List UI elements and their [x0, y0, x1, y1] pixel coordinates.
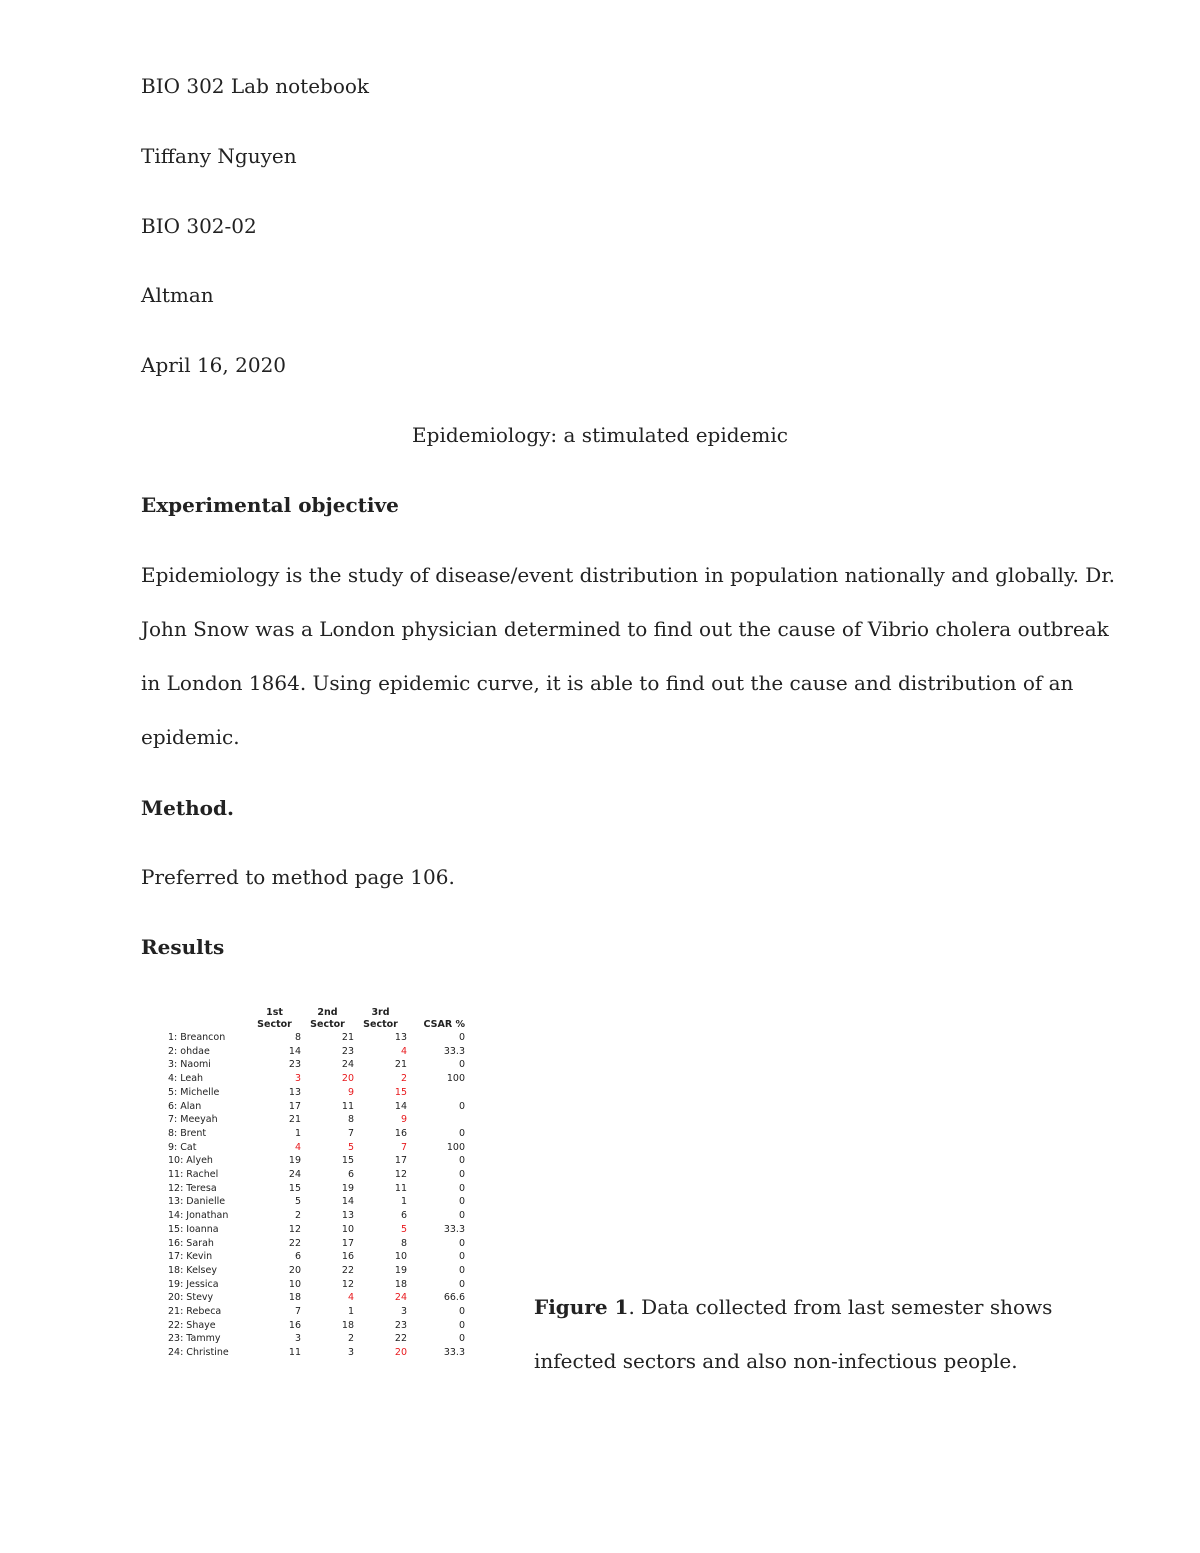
- header-name: [168, 1004, 248, 1031]
- cell-csar: 100: [446, 1141, 465, 1153]
- cell-sector-3: 15: [394, 1086, 407, 1098]
- cell-sector-3: 12: [394, 1169, 407, 1181]
- objective-line: epidemic.: [141, 725, 240, 749]
- row-name: 23: Tammy: [168, 1333, 221, 1345]
- table-row: [168, 1100, 465, 1114]
- header-sector-1-line1: 1st: [266, 1007, 283, 1018]
- cell-csar: 0: [458, 1237, 465, 1249]
- document-title: Epidemiology: a stimulated epidemic: [412, 423, 788, 447]
- cell-sector-2: 23: [341, 1045, 354, 1057]
- cell-sector-3: 14: [394, 1100, 407, 1112]
- cell-sector-2: 17: [341, 1237, 354, 1249]
- table-row: [168, 1237, 465, 1251]
- cell-sector-1: 24: [288, 1169, 301, 1181]
- cell-sector-1: 7: [294, 1306, 301, 1318]
- cell-sector-1: 1: [294, 1127, 301, 1139]
- cell-sector-3: 4: [400, 1045, 407, 1057]
- header-csar: CSAR %: [423, 1019, 465, 1030]
- cell-sector-1: 18: [288, 1292, 301, 1304]
- cell-sector-1: 20: [288, 1264, 301, 1276]
- header-sector-1-line2: Sector: [257, 1019, 292, 1030]
- header-date: April 16, 2020: [141, 353, 287, 377]
- cell-sector-3: 1: [400, 1196, 407, 1208]
- cell-csar: 0: [458, 1196, 465, 1208]
- cell-sector-1: 6: [294, 1251, 301, 1263]
- table-row: [168, 1168, 465, 1182]
- table-row: [168, 1223, 465, 1237]
- cell-sector-2: 5: [347, 1141, 354, 1153]
- cell-sector-3: 9: [400, 1114, 407, 1126]
- caption-line: infected sectors and also non-infectious people.: [534, 1349, 1018, 1373]
- table-row: [168, 1319, 465, 1333]
- method-text: Preferred to method page 106.: [141, 865, 455, 889]
- cell-sector-1: 14: [288, 1045, 301, 1057]
- cell-sector-3: 8: [400, 1237, 407, 1249]
- header-course: BIO 302 Lab notebook: [141, 74, 370, 98]
- cell-sector-2: 4: [347, 1292, 354, 1304]
- cell-sector-2: 7: [347, 1127, 354, 1139]
- cell-csar: 0: [458, 1100, 465, 1112]
- cell-sector-2: 6: [347, 1169, 354, 1181]
- table-row: [168, 1086, 465, 1100]
- cell-sector-2: 20: [341, 1073, 354, 1085]
- row-name: 12: Teresa: [168, 1182, 217, 1194]
- cell-sector-2: 1: [347, 1306, 354, 1318]
- cell-csar: 0: [458, 1306, 465, 1318]
- cell-sector-1: 8: [294, 1032, 301, 1043]
- row-name: 3: Naomi: [168, 1059, 211, 1071]
- cell-sector-2: 10: [341, 1223, 354, 1235]
- cell-csar: 0: [458, 1127, 465, 1139]
- cell-sector-2: 8: [347, 1114, 354, 1126]
- row-name: 9: Cat: [168, 1141, 197, 1153]
- table-row: [168, 1031, 465, 1045]
- cell-sector-2: 16: [341, 1251, 354, 1263]
- row-name: 10: Alyeh: [168, 1155, 213, 1167]
- cell-csar: 0: [458, 1264, 465, 1276]
- cell-sector-2: 15: [341, 1155, 354, 1167]
- row-name: 14: Jonathan: [168, 1210, 229, 1222]
- cell-sector-2: 19: [341, 1182, 354, 1194]
- cell-csar: [407, 1113, 465, 1127]
- cell-sector-2: 14: [341, 1196, 354, 1208]
- method-heading: Method.: [141, 796, 234, 820]
- cell-csar: 0: [458, 1182, 465, 1194]
- table-row: [168, 1182, 465, 1196]
- figure-caption: [534, 1280, 1054, 1388]
- header-instructor: Altman: [141, 283, 214, 307]
- caption-text: . Data collected from last semester shows: [628, 1295, 1053, 1319]
- cell-sector-1: 21: [288, 1114, 301, 1126]
- cell-csar: 0: [458, 1251, 465, 1263]
- objective-line: John Snow was a London physician determined to find out the cause of Vibrio cholera outbreak: [141, 617, 1109, 641]
- objective-line: Epidemiology is the study of disease/event distribution in population nationally and globally. Dr.: [141, 563, 1116, 587]
- cell-sector-1: 23: [288, 1059, 301, 1071]
- table-row: [168, 1045, 465, 1059]
- table-row: [168, 1195, 465, 1209]
- cell-sector-3: 17: [394, 1155, 407, 1167]
- cell-sector-3: 22: [394, 1333, 407, 1345]
- row-name: 4: Leah: [168, 1073, 204, 1085]
- row-name: 19: Jessica: [168, 1278, 219, 1290]
- cell-sector-3: 23: [394, 1319, 407, 1331]
- cell-sector-2: 2: [347, 1333, 354, 1345]
- table-row: [168, 1127, 465, 1141]
- table-row: [168, 1346, 465, 1360]
- cell-sector-3: 20: [394, 1347, 407, 1359]
- cell-sector-1: 12: [288, 1223, 301, 1235]
- cell-csar: 0: [458, 1032, 465, 1043]
- cell-sector-1: 16: [288, 1319, 301, 1331]
- row-name: 2: ohdae: [168, 1045, 210, 1057]
- cell-sector-1: 22: [288, 1237, 301, 1249]
- cell-sector-1: 13: [288, 1086, 301, 1098]
- row-name: 1: Breancon: [168, 1032, 226, 1043]
- row-name: 15: Ioanna: [168, 1223, 219, 1235]
- table-row: [168, 1278, 465, 1292]
- results-data-table: [168, 1004, 465, 1360]
- cell-sector-1: 3: [294, 1333, 301, 1345]
- cell-sector-2: 12: [341, 1278, 354, 1290]
- cell-sector-3: 10: [394, 1251, 407, 1263]
- cell-csar: 0: [458, 1059, 465, 1071]
- row-name: 11: Rachel: [168, 1169, 219, 1181]
- objective-line: in London 1864. Using epidemic curve, it is able to find out the cause and distribution of an: [141, 671, 1074, 695]
- cell-csar: 33.3: [443, 1045, 465, 1057]
- cell-csar: 33.3: [443, 1347, 465, 1359]
- cell-sector-2: 22: [341, 1264, 354, 1276]
- table-row: [168, 1264, 465, 1278]
- cell-csar: 0: [458, 1319, 465, 1331]
- header-sector-3: [354, 1004, 407, 1031]
- row-name: 22: Shaye: [168, 1319, 216, 1331]
- cell-sector-1: 11: [288, 1347, 301, 1359]
- cell-csar: 0: [458, 1210, 465, 1222]
- results-heading: Results: [141, 935, 225, 959]
- cell-sector-1: 4: [294, 1141, 301, 1153]
- row-name: 8: Brent: [168, 1127, 207, 1139]
- caption-label: Figure 1: [534, 1295, 629, 1319]
- cell-sector-3: 13: [394, 1032, 407, 1043]
- cell-sector-3: 18: [394, 1278, 407, 1290]
- header-sector-2-line1: 2nd: [317, 1007, 338, 1018]
- objective-heading: Experimental objective: [141, 493, 399, 517]
- cell-sector-2: 18: [341, 1319, 354, 1331]
- table-row: [168, 1332, 465, 1346]
- row-name: 24: Christine: [168, 1347, 229, 1359]
- table-row: [168, 1113, 465, 1127]
- cell-csar: 0: [458, 1278, 465, 1290]
- header-sector-1: [248, 1004, 301, 1031]
- cell-csar: 100: [446, 1073, 465, 1085]
- cell-sector-2: 9: [347, 1086, 354, 1098]
- table-row: [168, 1072, 465, 1086]
- header-sector-2-line2: Sector: [310, 1019, 345, 1030]
- header-section: BIO 302-02: [141, 214, 257, 238]
- table-row: [168, 1154, 465, 1168]
- cell-sector-2: 21: [341, 1032, 354, 1043]
- cell-csar: 0: [458, 1333, 465, 1345]
- row-name: 5: Michelle: [168, 1086, 220, 1098]
- table-row: [168, 1305, 465, 1319]
- header-student: Tiffany Nguyen: [141, 144, 297, 168]
- cell-sector-1: 15: [288, 1182, 301, 1194]
- caption-line: [534, 1280, 1054, 1334]
- row-name: 21: Rebeca: [168, 1306, 222, 1318]
- table-row: [168, 1250, 465, 1264]
- cell-sector-2: 13: [341, 1210, 354, 1222]
- cell-sector-1: 19: [288, 1155, 301, 1167]
- row-name: 20: Stevy: [168, 1292, 214, 1304]
- header-sector-3-line2: Sector: [363, 1019, 398, 1030]
- row-name: 18: Kelsey: [168, 1264, 217, 1276]
- cell-csar: 66.6: [443, 1292, 465, 1304]
- cell-csar: 0: [458, 1155, 465, 1167]
- table-header-row: [168, 1004, 465, 1031]
- cell-sector-3: 5: [400, 1223, 407, 1235]
- table-row: [168, 1141, 465, 1155]
- row-name: 6: Alan: [168, 1100, 202, 1112]
- table-row: [168, 1209, 465, 1223]
- row-name: 13: Danielle: [168, 1196, 226, 1208]
- cell-sector-3: 3: [400, 1306, 407, 1318]
- table-row: [168, 1058, 465, 1072]
- row-name: 17: Kevin: [168, 1251, 213, 1263]
- cell-sector-3: 16: [394, 1127, 407, 1139]
- cell-sector-1: 5: [294, 1196, 301, 1208]
- cell-csar: 0: [458, 1169, 465, 1181]
- cell-sector-2: 24: [341, 1059, 354, 1071]
- cell-sector-3: 11: [394, 1182, 407, 1194]
- cell-sector-1: 17: [288, 1100, 301, 1112]
- cell-csar: 33.3: [443, 1223, 465, 1235]
- cell-sector-3: 6: [400, 1210, 407, 1222]
- objective-paragraph: [141, 548, 1116, 764]
- table-row: [168, 1291, 465, 1305]
- header-sector-3-line1: 3rd: [371, 1007, 390, 1018]
- row-name: 16: Sarah: [168, 1237, 214, 1249]
- cell-sector-2: 3: [347, 1347, 354, 1359]
- cell-sector-3: 2: [400, 1073, 407, 1085]
- table-body: [168, 1031, 465, 1360]
- cell-sector-2: 11: [341, 1100, 354, 1112]
- cell-sector-1: 3: [294, 1073, 301, 1085]
- cell-sector-3: 24: [394, 1292, 407, 1304]
- row-name: 7: Meeyah: [168, 1114, 218, 1126]
- cell-sector-3: 7: [400, 1141, 407, 1153]
- cell-csar: [407, 1086, 465, 1100]
- cell-sector-3: 19: [394, 1264, 407, 1276]
- cell-sector-1: 10: [288, 1278, 301, 1290]
- cell-sector-3: 21: [394, 1059, 407, 1071]
- header-sector-2: [301, 1004, 354, 1031]
- cell-sector-1: 2: [294, 1210, 301, 1222]
